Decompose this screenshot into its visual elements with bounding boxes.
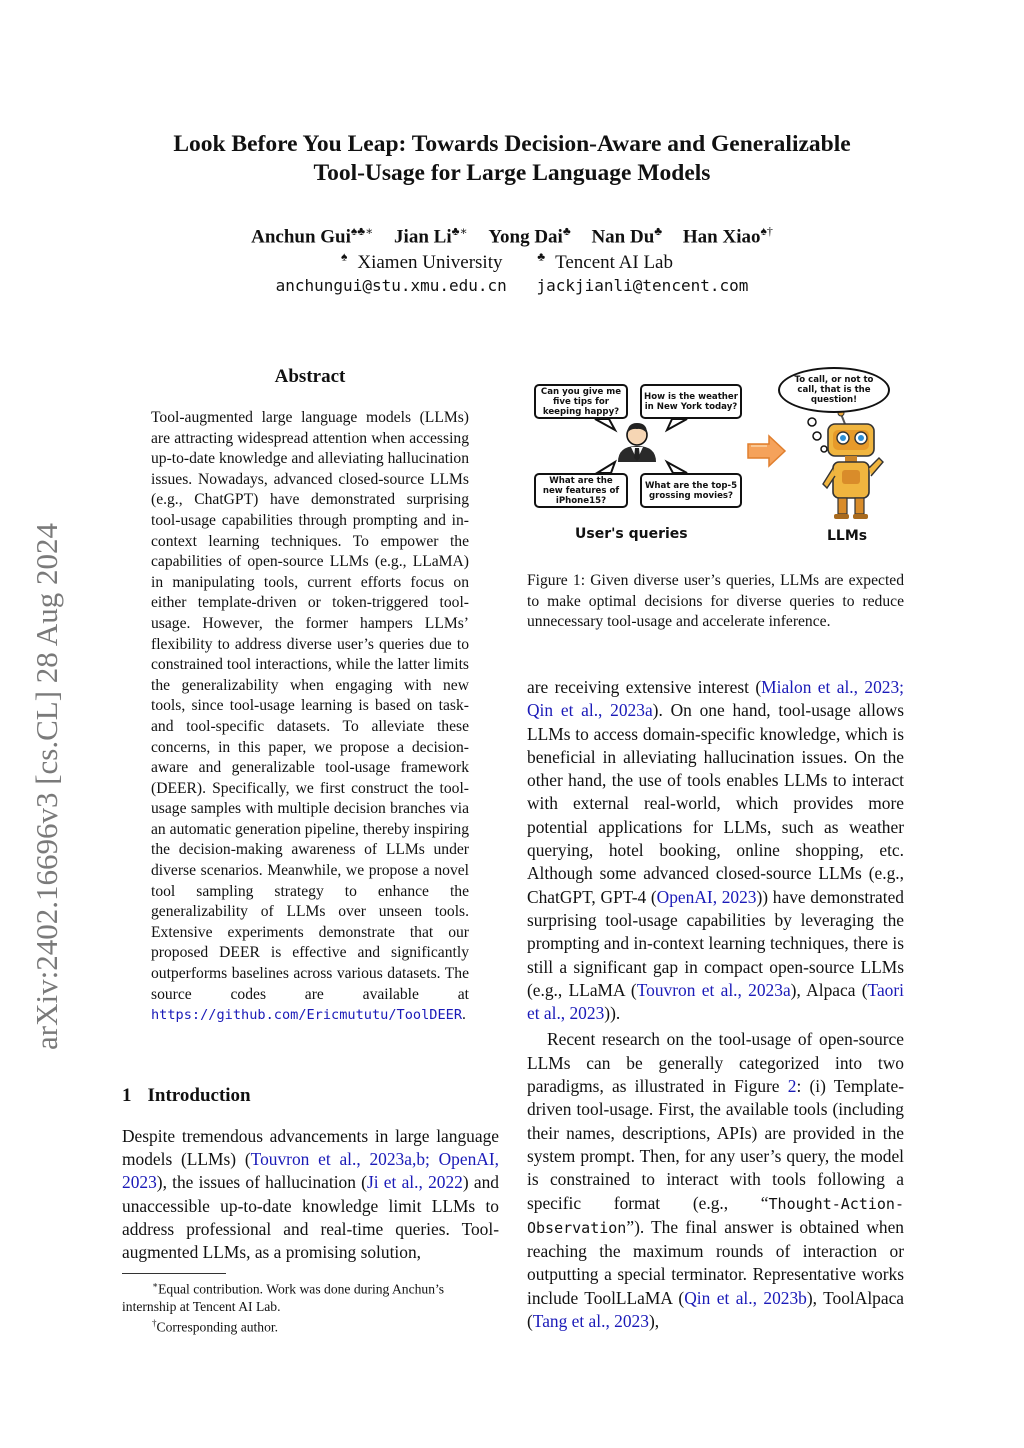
footnote-text: Corresponding author. [156,1319,279,1335]
paragraph [527,676,904,1025]
citation-link[interactable]: OpenAI, 2023 [656,886,757,907]
query-bubble: What are the new features of iPhone15? [534,473,628,508]
text: )) have demonstrated surprising tool-usage capabilities by leveraging the prompting and in-context learning techniques, there is still a significant gap in compact open-source LLMs (e.g., LLaMA ( [527,886,904,1000]
citation-link[interactable]: Touvron et al., 2023a,b; OpenAI, 2023 [122,1149,499,1193]
author-name: Anchun Gui [251,226,351,248]
figure-caption: Figure 1: Given diverse user’s queries, LLMs are expected to make optimal decisions for diverse queries to reduce unnecessary tool-usage and accelerate inference. [527,572,904,631]
arxiv-stamp: arXiv:2402.16696v3 [cs.CL] 28 Aug 2024 [29,523,64,1050]
text: Recent research on the tool-usage of open-source LLMs can be generally categorized into two paradigms, as illustrated in Figure [527,1029,904,1097]
citation-link[interactable]: Tang et al., 2023 [532,1311,649,1332]
thought-dot [813,432,821,440]
footnote [122,1277,499,1315]
arrow-icon [748,436,785,466]
author-list [100,224,924,248]
abstract-end: . [462,1006,466,1024]
author-marks: ♠♣∗ [350,224,374,238]
thought-dot [808,418,816,426]
figure-label-queries: User's queries [575,526,688,542]
author-marks: ♣ [654,224,663,238]
title-line-1: Look Before You Leap: Towards Decision-Aware and Generalizable [173,131,851,157]
abstract-text: Tool-augmented large language models (LLMs) are attracting widespread attention when accessing up-to-date knowledge and alleviating hallucination issues. Nowadays, advanced closed-source LLMs (e.g., ChatGPT) have demonstrated surprising tool-usage capabilities through prompting and in-context learning techniques. To empower the capabilities of open-source LLMs (e.g., LLaMA) in manipulating tools, current efforts focus on either template-driven or token-triggered tool-usage. However, the former hampers LLMs’ flexibility to address diverse user’s queries due to constrained tool interactions, while the latter limits the generalizability when engaging with new tools, since tool-usage learning is based on task- and tool-specific datasets. To alleviate these concerns, in this paper, we propose a decision-aware and generalizable tool-usage framework (DEER). Specifically, we first construct the tool-usage samples with multiple decision branches via an automatic generation pipeline, thereby inspiring the decision-making awareness of LLMs under diverse scenarios. Meanwhile, we propose a novel tool sampling strategy to enhance the generalizability of LLMs over unseen tools. Extensive experiments demonstrate that our proposed DEER is effective and significantly outperforms baselines across various datasets. The source codes are available at [151,409,469,1003]
text: are receiving extensive interest ( [527,677,762,697]
intro-paragraph [122,1125,499,1264]
footnote-rule [122,1273,226,1274]
text: )). [604,1003,621,1024]
footnotes [122,1277,499,1335]
citation-link[interactable]: Qin et al., 2023b [684,1287,807,1308]
email[interactable]: jackjianli@tencent.com [536,276,749,295]
title-line-2: Tool-Usage for Large Language Models [313,160,711,186]
text: ). On one hand, tool-usage allows LLMs to access domain-specific knowledge, which is beneficial in alleviating hallucination issues. On the other hand, the use of tools enables LLMs to interact with external real-world, which provides more potential applications for LLMs, such as weather querying, hotel booking, online shopping, etc. Although some advanced closed-source LLMs (e.g., ChatGPT, GPT-4 ( [527,700,904,907]
affiliation-name: Xiamen University [357,252,503,274]
author-name: Jian Li [394,226,452,248]
paragraph [527,1028,904,1333]
bubble-tail [597,462,615,473]
citation-link[interactable]: Touvron et al., 2023a [636,979,791,1000]
text: Despite tremendous advancements in large language models (LLMs) ( [122,1126,499,1170]
email[interactable]: anchungui@stu.xmu.edu.cn [275,276,507,295]
text: : (i) Template-driven tool-usage. First, the available tools (including their names, descriptions, APIs) are provided in the system prompt. Then, for any user’s query, the model is constrained to interact with tools following a specific format (e.g., “ [527,1076,904,1213]
author [488,224,570,248]
affiliation [341,252,512,273]
right-column-text [527,676,904,1333]
text: ) and unaccessible up-to-date knowledge limit LLMs to address professional and real-time queries. Tool-augmented LLMs, as a promising solution, [122,1172,499,1263]
source-code-link[interactable]: https://github.com/Ericmututu/ToolDEER [151,1007,462,1024]
section-heading [122,1085,251,1107]
robot-icon [823,410,883,519]
author-marks: ♣∗ [451,224,468,238]
citation-link[interactable]: Mialon et al., 2023; Qin et al., 2023a [527,677,904,721]
figure-label-llms: LLMs [827,528,868,544]
affiliations [100,250,924,274]
section-title: Introduction [147,1085,251,1106]
affiliation-mark: ♠ [340,250,348,264]
bubble-tail [667,419,687,430]
author-emails [100,276,924,295]
author [591,224,662,248]
section-number: 1 [122,1085,132,1106]
author [251,224,373,248]
author [683,224,773,248]
text: ), ToolAlpaca ( [527,1287,905,1332]
text: ), Alpaca ( [790,979,868,1000]
affiliation [537,252,683,273]
author [394,224,468,248]
text: ), [648,1311,660,1332]
figure-1 [527,362,905,558]
author-name: Nan Du [591,226,655,248]
footnote-mark: † [152,1317,157,1328]
citation-link[interactable]: Ji et al., 2022 [366,1172,463,1193]
footnote-mark: ∗ [152,1280,159,1290]
footnote [122,1315,499,1336]
affiliation-mark: ♣ [537,250,546,264]
text: ”). The final answer is obtained when reaching the maximum rounds of interaction or outputting a special terminator. Representative works include ToolLLaMA ( [527,1216,904,1308]
inline-code: Thought-Action-Observation [527,1194,904,1237]
query-bubble: What are the top-5 grossing movies? [640,473,742,508]
author-name: Yong Dai [488,226,563,248]
query-bubble: How is the weather in New York today? [640,384,742,419]
abstract-heading: Abstract [274,366,346,387]
citation-link[interactable]: Taori et al., 2023 [527,979,904,1024]
bubble-tail [667,462,687,473]
author-marks: ♠† [760,224,773,238]
figure-ref-link[interactable]: 2 [787,1076,797,1097]
thought-dot [821,446,827,452]
user-icon [618,423,656,462]
query-bubble: Can you give me five tips for keeping happy? [534,384,628,419]
thought-bubble: To call, or not to call, that is the question! [778,367,890,413]
abstract-body [151,408,469,1026]
author-name: Han Xiao [682,226,761,248]
text: ), the issues of hallucination ( [156,1172,367,1193]
footnote-text: Equal contribution. Work was done during Anchun’s internship at Tencent AI Lab. [122,1281,445,1314]
bubble-tail [595,419,615,430]
paper-title [100,130,924,188]
author-marks: ♣ [562,224,571,238]
affiliation-name: Tencent AI Lab [555,252,673,274]
